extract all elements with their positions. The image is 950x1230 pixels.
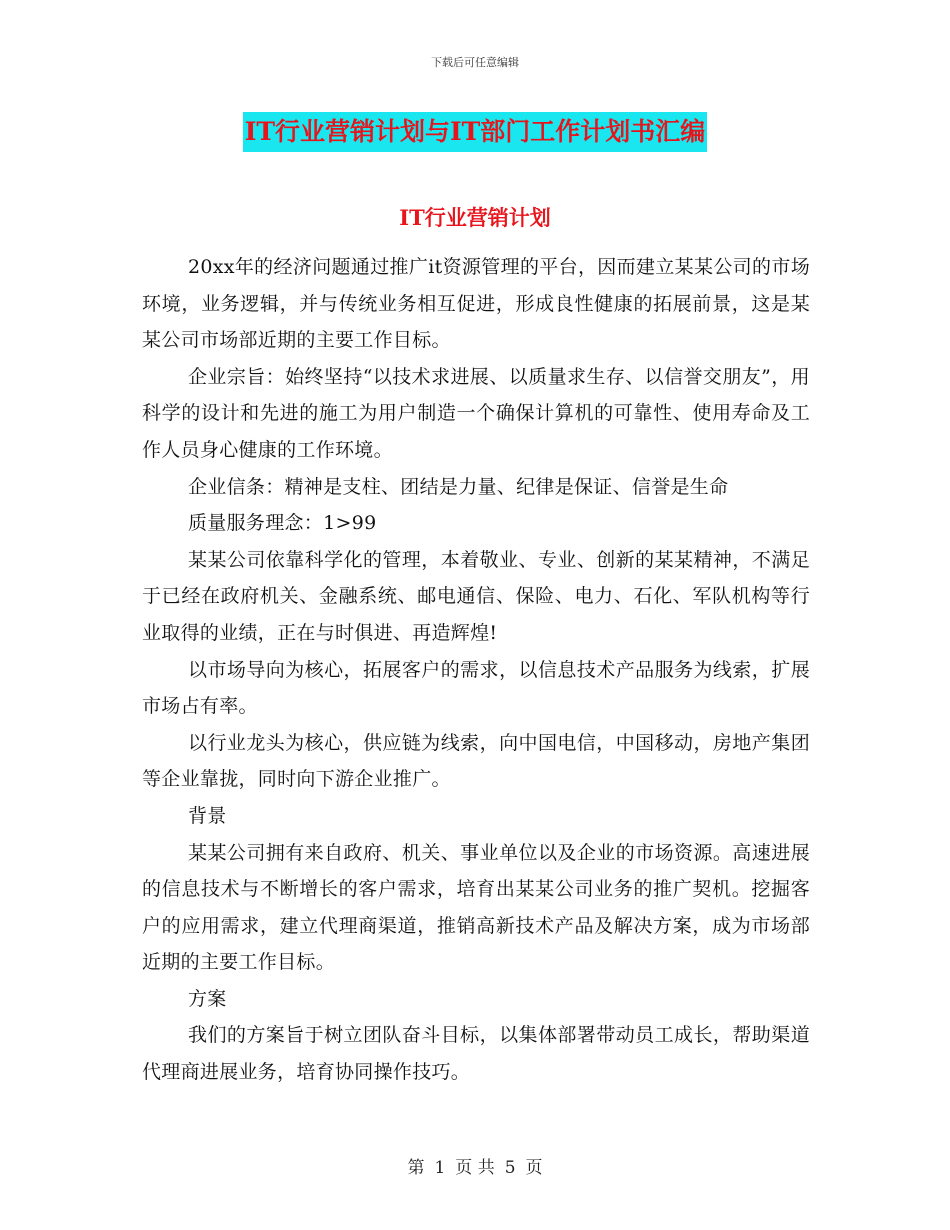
page-suffix: 页	[525, 1158, 543, 1178]
paragraph: 企业宗旨：始终坚持“以技术求进展、以质量求生存、以信誉交朋友”，用科学的设计和先进的施工为用户制造一个确保计算机的可靠性、使用寿命及工作人员身心健康的工作环境。	[142, 365, 810, 461]
paragraph: 质量服务理念：1>99	[188, 512, 377, 535]
section-title: IT行业营销计划	[399, 205, 551, 230]
paragraph: 企业信条：精神是支柱、团结是力量、纪律是保证、信誉是生命	[188, 475, 729, 498]
page-total: 5	[504, 1158, 516, 1178]
paragraph: 20xx年的经济问题通过推广it资源管理的平台，因而建立某某公司的市场环境，业务逻辑，并与传统业务相互促进，形成良性健康的拓展前景，这是某某公司市场部近期的主要工作目标。	[142, 256, 810, 352]
paragraph-heading: 方案	[188, 987, 227, 1010]
page-footer	[0, 1153, 950, 1178]
paragraph: 某某公司拥有来自政府、机关、事业单位以及企业的市场资源。高速进展的信息技术与不断增长的客户需求，培育出某某公司业务的推广契机。挖掘客户的应用需求，建立代理商渠道，推销高新技术产品及解决方案，成为市场部近期的主要工作目标。	[142, 841, 810, 974]
page-header-note: 下载后可任意编辑	[431, 56, 519, 69]
paragraph-heading: 背景	[188, 804, 227, 827]
paragraph: 我们的方案旨于树立团队奋斗目标，以集体部署带动员工成长，帮助渠道代理商进展业务，培育协同操作技巧。	[142, 1024, 810, 1084]
document-title: IT行业营销计划与IT部门工作计划书汇编	[243, 112, 708, 152]
page-prefix: 第	[407, 1158, 425, 1178]
document-title-container	[0, 112, 950, 152]
page-number: 1	[434, 1158, 446, 1178]
paragraph: 以市场导向为核心，拓展客户的需求，以信息技术产品服务为线索，扩展市场占有率。	[142, 658, 810, 718]
paragraph: 某某公司依靠科学化的管理，本着敬业、专业、创新的某某精神，不满足于已经在政府机关、金融系统、邮电通信、保险、电力、石化、军队机构等行业取得的业绩，正在与时俱进、再造辉煌!	[142, 548, 810, 644]
document-body	[142, 249, 810, 1091]
page-mid: 页 共	[455, 1158, 495, 1178]
paragraph: 以行业龙头为核心，供应链为线索，向中国电信，中国移动，房地产集团等企业靠拢，同时向下游企业推广。	[142, 731, 810, 791]
